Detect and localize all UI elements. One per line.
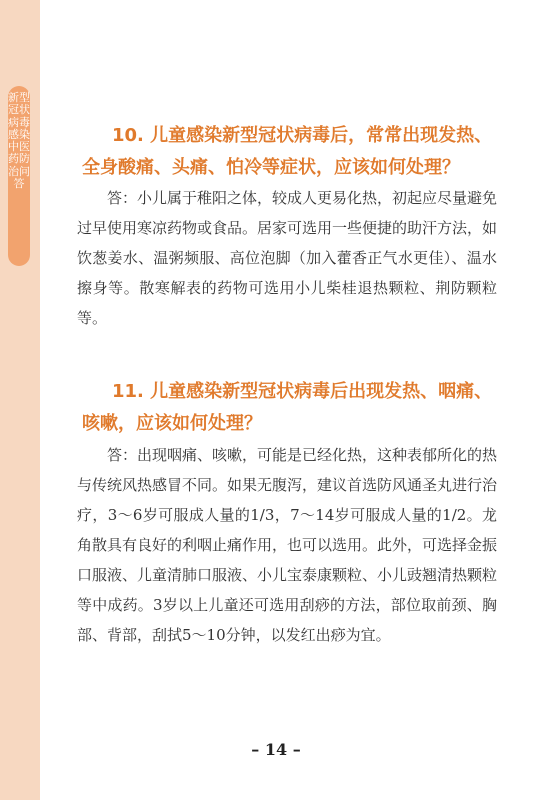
answer-paragraph-10: 答：小儿属于稚阳之体，较成人更易化热，初起应尽量避免过早使用寒凉药物或食品。居家可选用一些便捷的助汗方法，如饮葱姜水、温粥频服、高位泡脚（加入藿香正气水更佳）、温水擦身等。散寒解表的药物可选用小儿柴桂退热颗粒、荆防颗粒等。 [77,189,498,327]
question-heading-11-text: 11. 儿童感染新型冠状病毒后出现发热、咽痛、咳嗽，应该如何处理？ [82,381,493,434]
question-heading-10-text: 10. 儿童感染新型冠状病毒后，常常出现发热、全身酸痛、头痛、怕冷等症状，应该如何处理？ [82,125,493,178]
answer-paragraph-11: 答：出现咽痛、咳嗽，可能是已经化热，这种表郁所化的热与传统风热感冒不同。如果无腹泻，建议首选防风通圣丸进行治疗，3～6岁可服成人量的1/3，7～14岁可服成人量的1/2。龙角散具有良好的利咽止痛作用，也可以选用。此外，可选择金振口服液、儿童清肺口服液、小儿宝泰康颗粒、小儿豉翘清热颗粒等中成药。3岁以上儿童还可选用刮痧的方法，部位取前颈、胸部、背部，刮拭5～10分钟，以发红出痧为宜。 [77,446,498,644]
page-number: – 14 – [251,740,301,759]
question-heading-11 [82,376,502,440]
question-heading-10 [82,120,502,184]
chapter-tab-label: 新型冠状病毒感染中医药防治问答 [8,91,30,191]
